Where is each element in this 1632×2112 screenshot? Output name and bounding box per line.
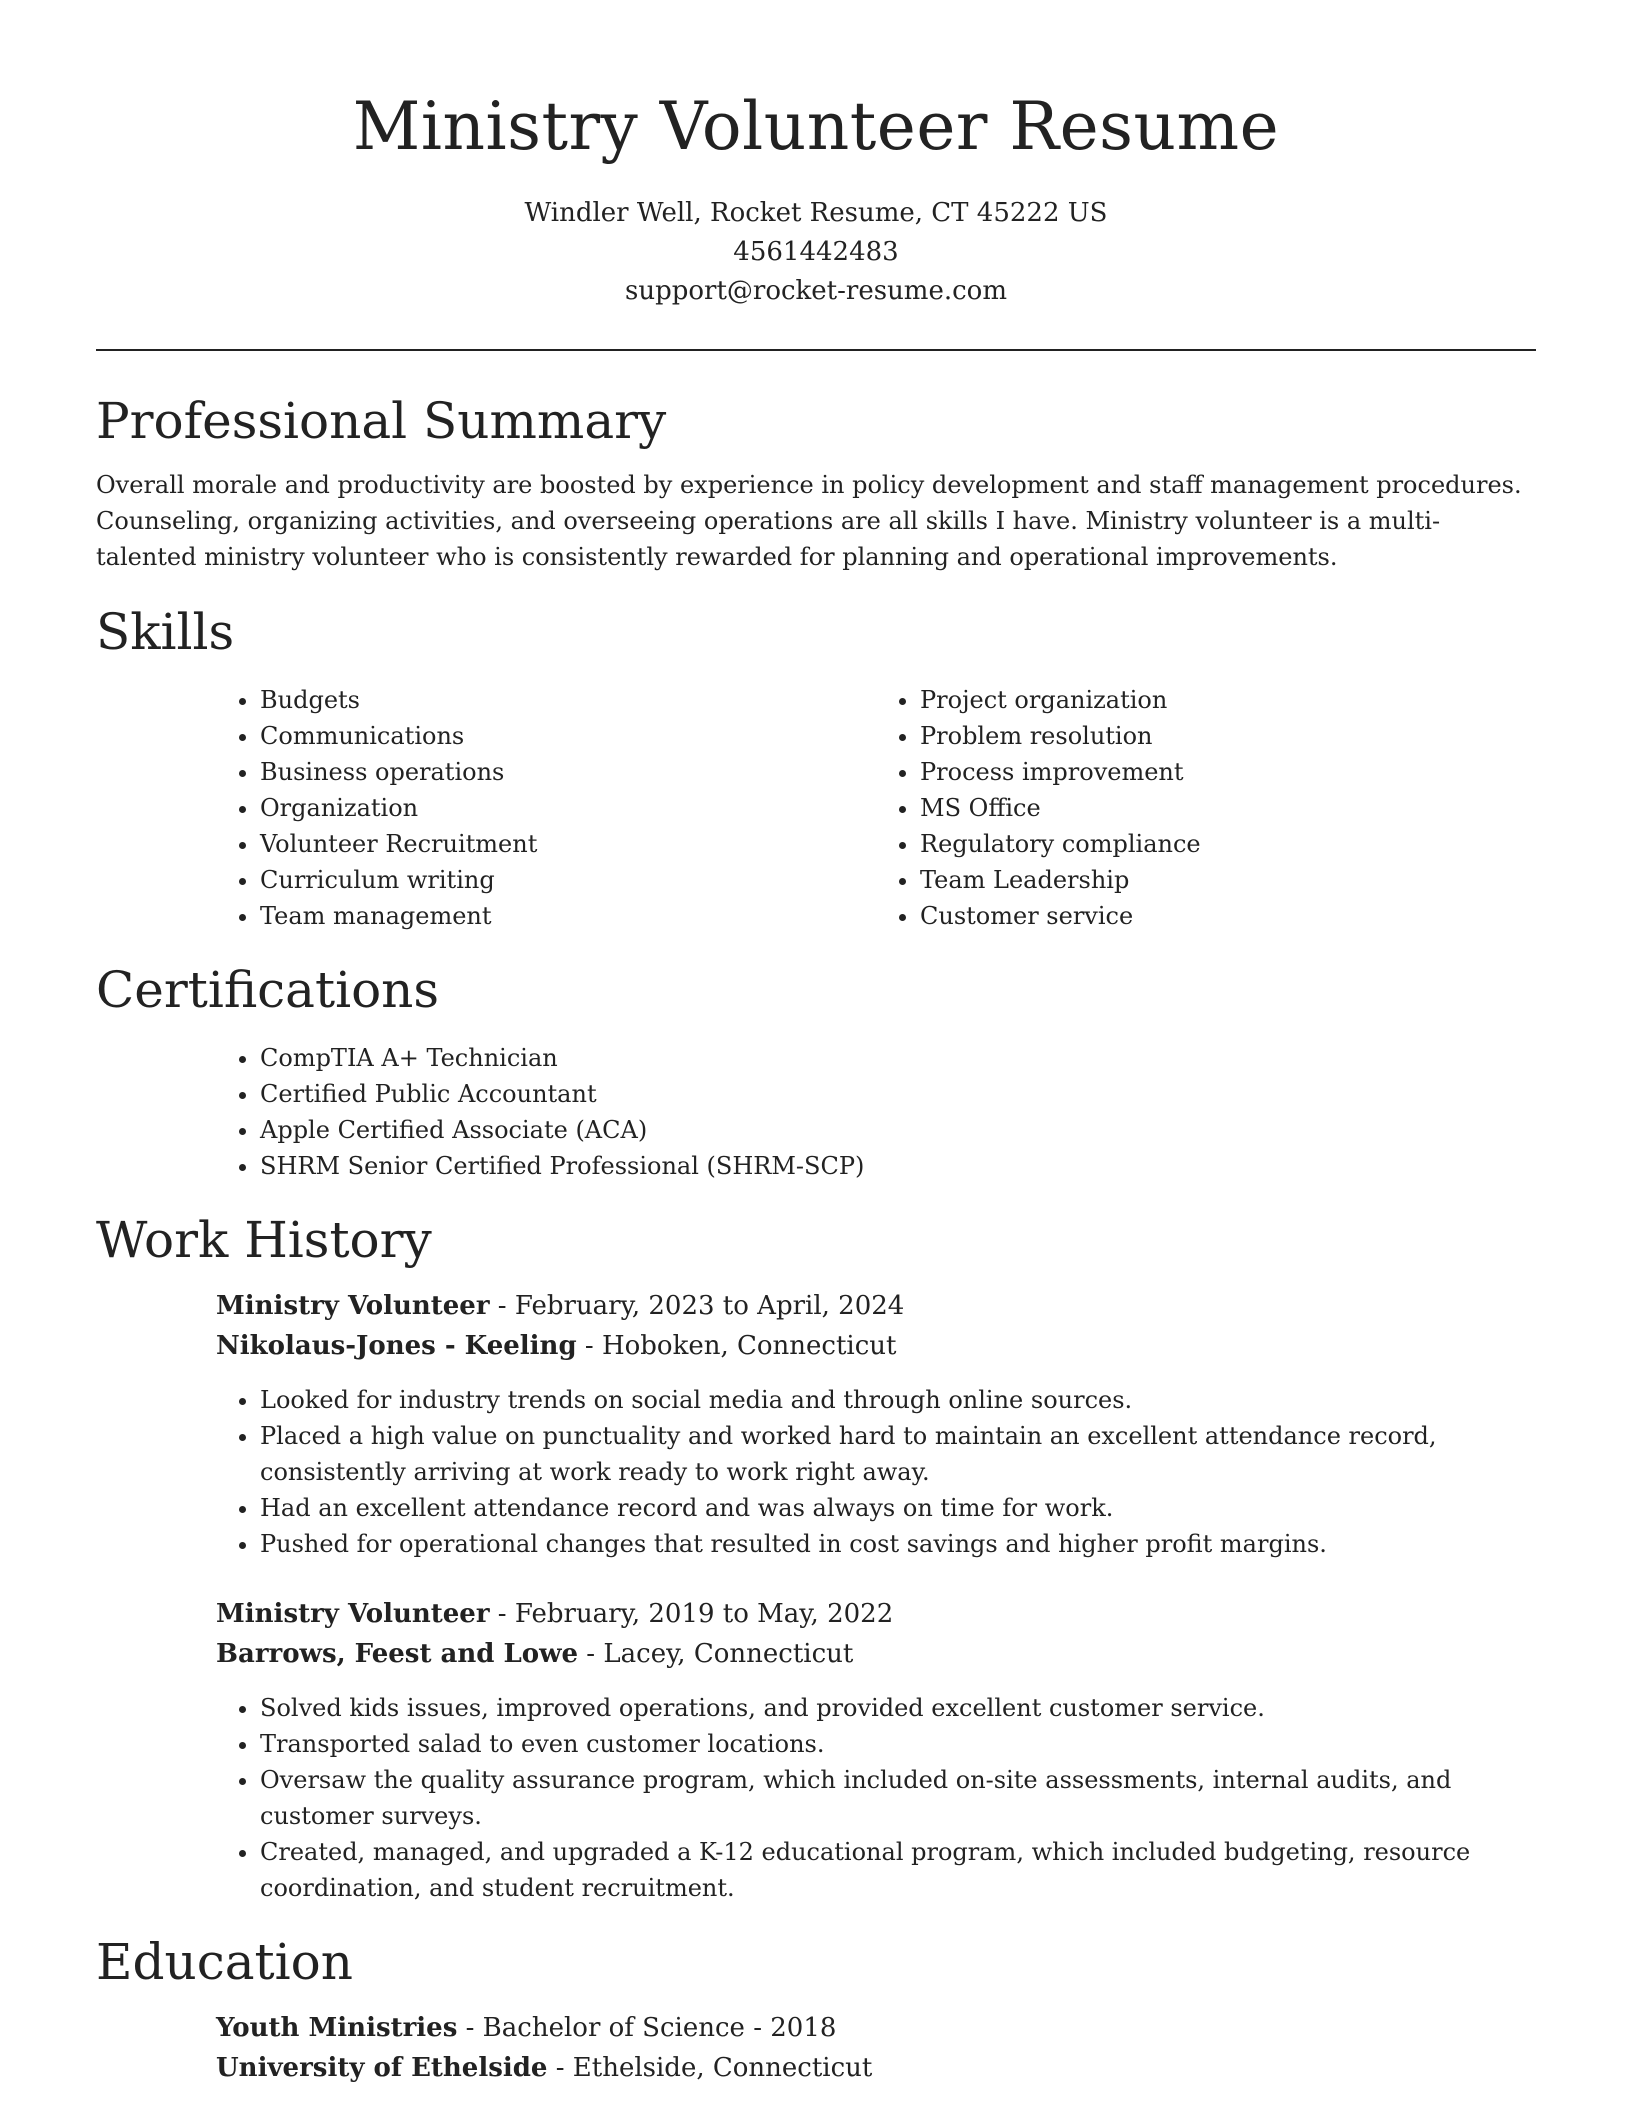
skill-item: • Process improvement [920,754,1536,790]
skill-item: • Team management [260,898,876,934]
job-location: - Hoboken, Connecticut [576,1331,897,1361]
skill-item: • Organization [260,790,876,826]
resume-title: Ministry Volunteer Resume [352,88,1280,165]
skills-list-right [876,682,1536,934]
contact-info [96,194,1536,311]
contact-address: Windler Well, Rocket Resume, CT 45222 US [524,198,1108,228]
education-section [96,1930,1536,2088]
certification-item: • CompTIA A+ Technician [260,1040,1536,1076]
skill-item: • Team Leadership [920,862,1536,898]
skill-item: • Project organization [920,682,1536,718]
certification-item: • SHRM Senior Certified Professional (SHRM-SCP) [260,1148,1536,1184]
job-bullet: • Placed a high value on punctuality and worked hard to maintain an excellent attendance record, consistently arriving at work ready to work right away. [260,1418,1536,1490]
job-dates: - February, 2023 to April, 2024 [489,1291,905,1321]
education-degree-line [216,2008,1536,2048]
contact-phone: 4561442483 [733,237,899,267]
job-bullet: • Had an excellent attendance record and was always on time for work. [260,1490,1536,1526]
job-company: Barrows, Feest and Lowe [216,1639,579,1669]
job-company: Nikolaus-Jones - Keeling [216,1331,577,1361]
skill-item: • Curriculum writing [260,862,876,898]
job-bullet: • Solved kids issues, improved operations, and provided excellent customer service. [260,1690,1536,1726]
skills-list-left [216,682,876,934]
skills-heading: Skills [96,603,235,661]
job-bullets [216,1382,1536,1562]
skill-item: • Communications [260,718,876,754]
job-entry [216,1594,1536,1906]
certifications-section [96,958,1536,1184]
certification-item: • Apple Certified Associate (ACA) [260,1112,1536,1148]
job-bullet: • Transported salad to even customer locations. [260,1726,1536,1762]
job-bullet: • Oversaw the quality assurance program, which included on-site assessments, internal audits, and customer surveys. [260,1762,1536,1834]
education-school: University of Ethelside [216,2053,548,2083]
job-location: - Lacey, Connecticut [578,1639,854,1669]
skill-item: • Regulatory compliance [920,826,1536,862]
skills-grid [216,682,1536,934]
job-role: Ministry Volunteer [216,1599,490,1629]
skill-item: • Budgets [260,682,876,718]
education-location: - Ethelside, Connecticut [547,2053,873,2083]
summary-section [96,389,1536,575]
education-heading: Education [96,1933,353,1991]
job-entry [216,1286,1536,1562]
job-company-line [216,1634,1536,1674]
skill-item: • Volunteer Recruitment [260,826,876,862]
skill-item: • Business operations [260,754,876,790]
skill-item: • Customer service [920,898,1536,934]
certifications-heading: Certifications [96,961,440,1019]
skill-item: • MS Office [920,790,1536,826]
skills-section [96,600,1536,934]
job-role: Ministry Volunteer [216,1291,490,1321]
summary-text: Overall morale and productivity are boosted by experience in policy development and staff management procedures. Counseling, organizing activities, and overseeing operations are all skills I have. Ministry volunteer is a multi-talented ministry volunteer who is consistently rewarded for planning and operational improvements. [96,471,1522,571]
contact-email: support@rocket-resume.com [624,276,1007,306]
job-dates: - February, 2019 to May, 2022 [489,1599,894,1629]
job-company-line [216,1326,1536,1366]
skill-item: • Problem resolution [920,718,1536,754]
education-entry [216,2008,1536,2088]
work-history-heading: Work History [96,1211,432,1269]
education-field: Youth Ministries [216,2013,458,2043]
job-bullet: • Looked for industry trends on social media and through online sources. [260,1382,1536,1418]
work-history-section [96,1208,1536,1906]
resume-header [96,0,1536,311]
job-title-line [216,1594,1536,1634]
summary-heading: Professional Summary [96,392,667,450]
job-bullets [216,1690,1536,1906]
certification-item: • Certified Public Accountant [260,1076,1536,1112]
header-divider [96,349,1536,351]
certifications-list [216,1040,1536,1184]
job-title-line [216,1286,1536,1326]
education-school-line [216,2048,1536,2088]
job-bullet: • Created, managed, and upgraded a K-12 educational program, which included budgeting, resource coordination, and student recruitment. [260,1834,1536,1906]
education-degree: - Bachelor of Science - 2018 [457,2013,837,2043]
job-bullet: • Pushed for operational changes that resulted in cost savings and higher profit margins. [260,1526,1536,1562]
